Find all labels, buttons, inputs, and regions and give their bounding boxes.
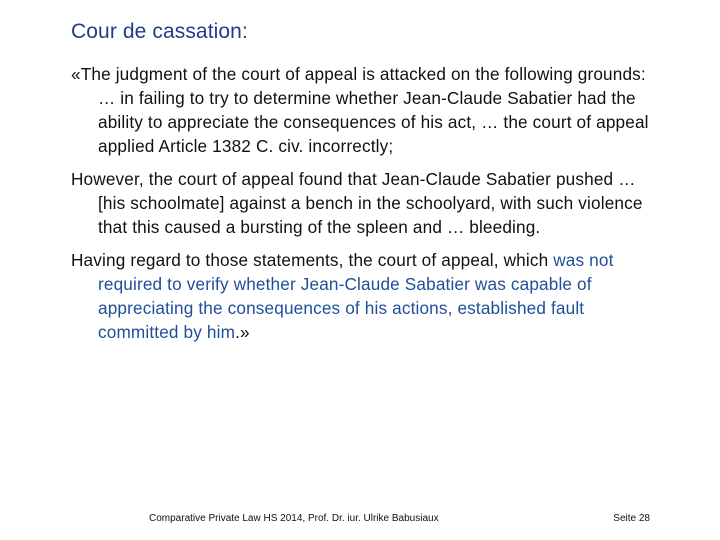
quote-paragraph-2: However, the court of appeal found that Jean-Claude Sabatier pushed …[his schoolmate] against a bench in the schoolyard, with such violence that this caused a bursting of the spleen and … bleeding. — [71, 169, 643, 237]
paragraph-3-closing-text: .» — [235, 322, 250, 342]
slide-title: Cour de cassation: — [71, 20, 248, 43]
footer-page-number: Seite 28 — [613, 513, 650, 524]
quote-paragraph-1: «The judgment of the court of appeal is attacked on the following grounds: … in failing to try to determine whether Jean-Claude Sabatier had the ability to appreciate the consequences of his act, … the court of appeal applied Article 1382 C. civ. incorrectly; — [71, 64, 649, 156]
paragraph-3-highlighted-text: was not required to verify whether Jean-Claude Sabatier was capable of appreciating the consequences of his actions, established fault committed by him — [98, 250, 614, 342]
slide-body — [71, 62, 661, 353]
paragraph-3-plain-text: Having regard to those statements, the court of appeal, which — [71, 250, 554, 270]
footer-course-info: Comparative Private Law HS 2014, Prof. Dr. iur. Ulrike Babusiaux — [149, 513, 439, 524]
quote-paragraph-3 — [71, 248, 661, 344]
